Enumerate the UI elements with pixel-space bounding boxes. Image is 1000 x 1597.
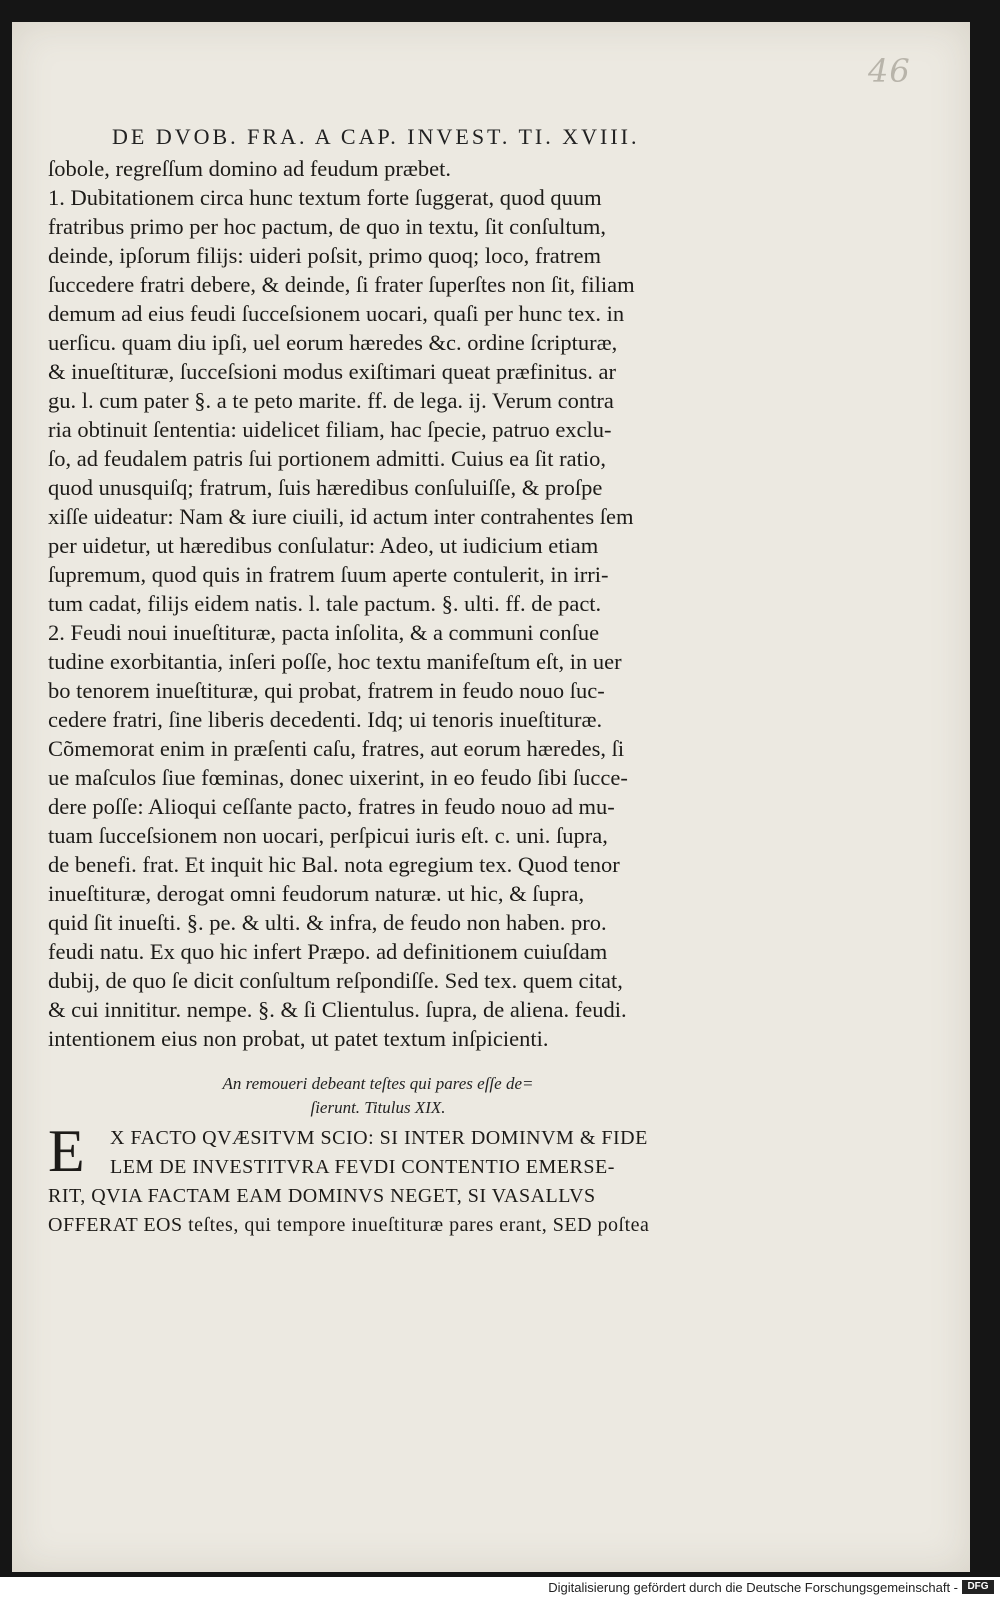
- page-number: 46: [868, 52, 911, 90]
- text-line: dubij, de quo ſe dicit conſultum reſpondiſſe. Sed tex. quem citat,: [48, 968, 623, 993]
- text-line: 1. Dubitationem circa hunc textum forte ſuggerat, quod quum: [48, 185, 602, 210]
- text-line: ſuccedere fratri debere, & deinde, ſi frater ſuperſtes non ſit, filiam: [48, 272, 635, 297]
- text-line: tuam ſucceſsionem non uocari, perſpicui iuris eſt. c. uni. ſupra,: [48, 823, 608, 848]
- text-line: 2. Feudi noui inueſtituræ, pacta inſolita, & a communi conſue: [48, 620, 600, 645]
- text-line: demum ad eius feudi ſucceſsionem uocari, quaſi per hunc tex. in: [48, 301, 625, 326]
- text-line: feudi natu. Ex quo hic infert Præpo. ad definitionem cuiuſdam: [48, 939, 608, 964]
- opening-line: RIT, QVIA FACTAM EAM DOMINVS NEGET, SI VASALLVS: [48, 1185, 596, 1207]
- text-line: xiſſe uideatur: Nam & iure ciuili, id actum inter contrahentes ſem: [48, 504, 634, 529]
- text-line: ria obtinuit ſententia: uidelicet filiam, hac ſpecie, patruo exclu-: [48, 417, 612, 442]
- opening-line: OFFERAT EOS teſtes, qui tempore inueſtituræ pares erant, SED poſtea: [48, 1214, 650, 1236]
- text-line: deinde, ipſorum filijs: uideri poſsit, primo quoq; loco, fratrem: [48, 243, 602, 268]
- text-line: intentionem eius non probat, ut patet textum inſpicienti.: [48, 1026, 549, 1051]
- text-line: tudine exorbitantia, inſeri poſſe, hoc textu manifeſtum eſt, in uer: [48, 649, 622, 674]
- text-line: bo tenorem inueſtituræ, qui probat, fratrem in feudo nouo ſuc-: [48, 678, 605, 703]
- text-line: per uidetur, ut hæredibus conſulatur: Adeo, ut iudicium etiam: [48, 533, 599, 558]
- text-line: cedere fratri, ſine liberis decedenti. Idq; ui tenoris inueſtituræ.: [48, 707, 603, 732]
- commentary-text: [48, 154, 708, 1053]
- rubric-line: An remoueri debeant teſtes qui pares eſſe de=: [222, 1074, 534, 1093]
- text-line: ſobole, regreſſum domino ad feudum præbet.: [48, 156, 452, 181]
- text-line: ſo, ad feudalem patris ſui portionem admitti. Cuius ea ſit ratio,: [48, 446, 607, 471]
- text-line: inueſtituræ, derogat omni feudorum naturæ. ut hic, & ſupra,: [48, 881, 585, 906]
- text-line: quod unusquiſq; fratrum, ſuis hæredibus conſuluiſſe, & proſpe: [48, 475, 603, 500]
- text-line: & inueſtituræ, ſucceſsioni modus exiſtimari queat præfinitus. ar: [48, 359, 617, 384]
- text-line: Cõmemorat enim in præſenti caſu, fratres, aut eorum hæredes, ſi: [48, 736, 625, 761]
- text-line: gu. l. cum pater §. a te peto marite. ff. de lega. ij. Verum contra: [48, 388, 614, 413]
- rubric-line: ſierunt. Titulus XIX.: [310, 1098, 446, 1117]
- text-line: ſupremum, quod quis in fratrem ſuum aperte contulerit, in irri-: [48, 562, 609, 587]
- running-head: DE DVOB. FRA. A CAP. INVEST. TI. XVIII.: [112, 124, 640, 149]
- section-rubric: [48, 1072, 708, 1120]
- text-line: dere poſſe: Alioqui ceſſante pacto, fratres in feudo nouo ad mu-: [48, 794, 615, 819]
- text-line: de benefi. frat. Et inquit hic Bal. nota egregium tex. Quod tenor: [48, 852, 620, 877]
- text-line: fratribus primo per hoc pactum, de quo in textu, ſit conſultum,: [48, 214, 607, 239]
- opening-line: X FACTO QVÆSITVM SCIO: SI INTER DOMINVM & FIDE: [110, 1127, 648, 1149]
- text-line: uerſicu. quam diu ipſi, uel eorum hæredes &c. ordine ſcripturæ,: [48, 330, 618, 355]
- funding-notice: Digitalisierung gefördert durch die Deutsche Forschungsgemeinschaft -: [548, 1580, 958, 1595]
- section-opening: [48, 1118, 728, 1240]
- dfg-logo: DFG: [962, 1580, 994, 1594]
- text-line: quid ſit inueſti. §. pe. & ulti. & infra, de feudo non haben. pro.: [48, 910, 607, 935]
- text-line: ue maſculos ſiue fœminas, donec uixerint, in eo feudo ſibi ſucce-: [48, 765, 628, 790]
- opening-line: LEM DE INVESTITVRA FEVDI CONTENTIO EMERSE-: [110, 1156, 615, 1178]
- text-line: & cui innititur. nempe. §. & ſi Clientulus. ſupra, de aliena. feudi.: [48, 997, 627, 1022]
- text-line: tum cadat, filijs eidem natis. l. tale pactum. §. ulti. ff. de pact.: [48, 591, 602, 616]
- drop-cap: E: [48, 1118, 86, 1184]
